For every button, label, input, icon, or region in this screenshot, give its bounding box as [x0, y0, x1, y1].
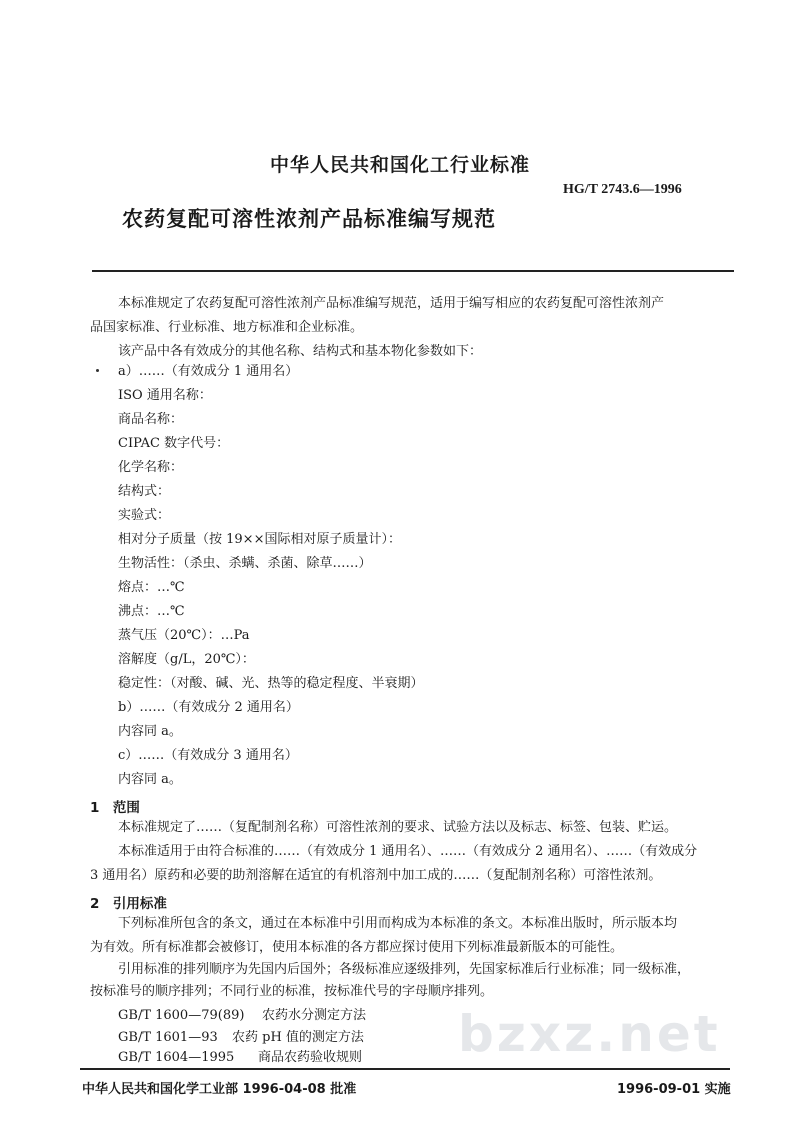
section-2-heading: 2 引用标准: [90, 896, 167, 912]
list-item: 化学名称：: [118, 460, 184, 475]
standard-category: 中华人民共和国化工行业标准: [269, 154, 530, 176]
section-1-p2-line1: 本标准适用于由符合标准的……（有效成分 1 通用名）、……（有效成分 2 通用名）、……（有效成分: [118, 844, 698, 859]
list-item: 沸点：…℃: [118, 604, 185, 619]
intro-p2: 该产品中各有效成分的其他名称、结构式和基本物化参数如下：: [118, 344, 483, 359]
intro-p1-line1: 本标准规定了农药复配可溶性浓剂产品标准编写规范，适用于编写相应的农药复配可溶性浓剂产: [118, 296, 665, 311]
margin-mark: [96, 369, 99, 372]
list-item: c）……（有效成分 3 通用名）: [118, 748, 298, 763]
list-item: 商品名称：: [118, 412, 184, 427]
ref-title: 商品农药验收规则: [258, 1050, 363, 1065]
section-1-p2-line2: 3 通用名）原药和必要的助剂溶解在适宜的有机溶剂中加工成的……（复配制剂名称）可溶性浓剂。: [90, 868, 662, 883]
list-item: 稳定性：（对酸、碱、光、热等的稳定程度、半衰期）: [118, 676, 424, 691]
ref-code: GB/T 1601—93: [118, 1030, 218, 1045]
list-item: 相对分子质量（按 19××国际相对原子质量计）：: [118, 532, 401, 547]
list-item: 结构式：: [118, 484, 171, 499]
list-item: ISO 通用名称：: [118, 388, 212, 403]
section-2-p1-line2: 为有效。所有标准都会被修订，使用本标准的各方都应探讨使用下列标准最新版本的可能性。: [90, 940, 624, 955]
section-2-p2-line1: 引用标准的排列顺序为先国内后国外；各级标准应逐级排列，先国家标准后行业标准；同一级标准，: [118, 962, 691, 977]
document-title: 农药复配可溶性浓剂产品标准编写规范: [122, 207, 496, 231]
footer-divider: [80, 1068, 730, 1070]
ref-code: GB/T 1600—79(89): [118, 1008, 245, 1023]
section-1-heading: 1 范围: [90, 800, 140, 816]
list-item: 熔点：…℃: [118, 580, 185, 595]
ref-code: GB/T 1604—1995: [118, 1050, 235, 1065]
watermark: bzxz.net: [458, 1005, 721, 1063]
ref-title: 农药水分测定方法: [262, 1008, 367, 1023]
list-item: 实验式：: [118, 508, 171, 523]
list-item: 内容同 a。: [118, 772, 182, 787]
list-item: CIPAC 数字代号：: [118, 436, 230, 451]
list-item: b）……（有效成分 2 通用名）: [118, 700, 299, 715]
ref-title: 农药 pH 值的测定方法: [232, 1030, 364, 1045]
list-item: 生物活性：（杀虫、杀螨、杀菌、除草……）: [118, 556, 372, 571]
list-item: 蒸气压（20℃）：…Pa: [118, 628, 250, 643]
standard-code: HG/T 2743.6—1996: [563, 182, 682, 197]
implementation-date: 1996-09-01 实施: [617, 1082, 731, 1097]
list-item: a）……（有效成分 1 通用名）: [118, 364, 299, 379]
section-2-p1-line1: 下列标准所包含的条文，通过在本标准中引用而构成为本标准的条文。本标准出版时，所示版本均: [118, 916, 678, 931]
header-divider: [92, 270, 734, 272]
list-item: 溶解度（g/L，20℃）：: [118, 652, 255, 667]
section-2-p2-line2: 按标准号的顺序排列；不同行业的标准，按标准代号的字母顺序排列。: [90, 984, 494, 999]
intro-p1-line2: 品国家标准、行业标准、地方标准和企业标准。: [90, 320, 364, 335]
approval-line: 中华人民共和国化学工业部 1996-04-08 批准: [82, 1082, 357, 1097]
list-item: 内容同 a。: [118, 724, 182, 739]
section-1-p1: 本标准规定了……（复配制剂名称）可溶性浓剂的要求、试验方法以及标志、标签、包装、贮运。: [118, 820, 678, 835]
